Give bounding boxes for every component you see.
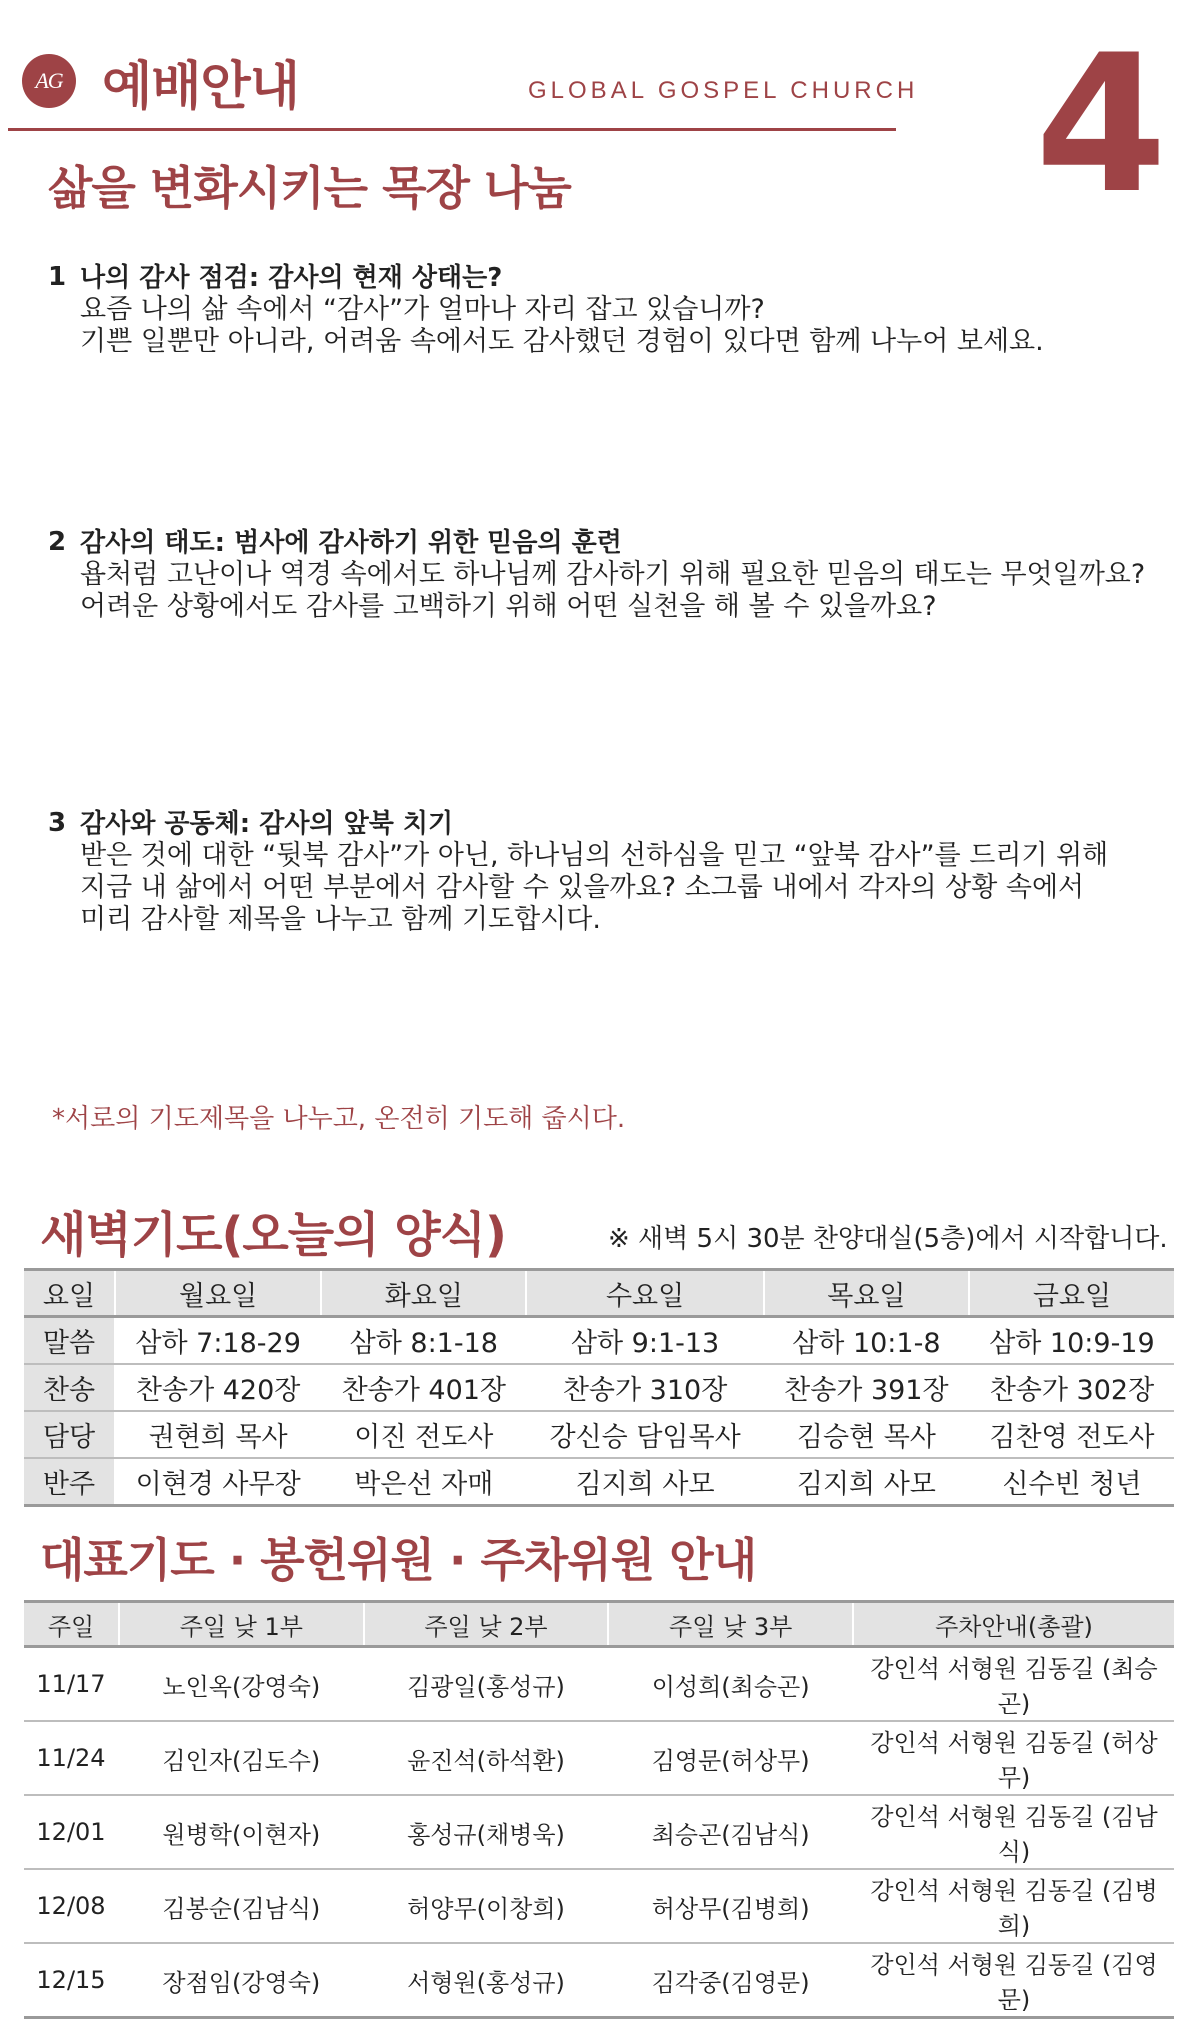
question-title: 나의 감사 점검: 감사의 현재 상태는? bbox=[80, 263, 503, 293]
row-header: 찬송 bbox=[24, 1364, 115, 1411]
table-cell: 김인자(김도수) bbox=[119, 1721, 364, 1795]
question-line: 받은 것에 대한 “뒷북 감사”가 아닌, 하나님의 선하심을 믿고 “앞북 감사”를 드리기 위해 bbox=[80, 840, 1109, 871]
table-cell: 허상무(김병희) bbox=[608, 1869, 853, 1943]
table-header: 주일 낮 2부 bbox=[364, 1602, 609, 1647]
page-number: 4 bbox=[1035, 14, 1168, 235]
table-cell: 이현경 사무장 bbox=[115, 1458, 321, 1506]
table-cell: 김지희 사모 bbox=[526, 1458, 764, 1506]
table-cell: 11/24 bbox=[24, 1721, 119, 1795]
table-cell: 노인옥(강영숙) bbox=[119, 1647, 364, 1722]
table-cell: 12/08 bbox=[24, 1869, 119, 1943]
table-header: 월요일 bbox=[115, 1270, 321, 1317]
question-line: 미리 감사할 제목을 나누고 함께 기도합시다. bbox=[80, 904, 601, 935]
row-header: 반주 bbox=[24, 1458, 115, 1506]
question-line: 욥처럼 고난이나 역경 속에서도 하나님께 감사하기 위해 필요한 믿음의 태도는 무엇일까요? bbox=[80, 559, 1146, 590]
row-header: 말씀 bbox=[24, 1317, 115, 1365]
table-cell: 삼하 10:9-19 bbox=[969, 1317, 1174, 1365]
table-cell: 김봉순(김남식) bbox=[119, 1869, 364, 1943]
table-cell: 홍성규(채병욱) bbox=[364, 1795, 609, 1869]
table-header: 화요일 bbox=[321, 1270, 526, 1317]
table-cell: 신수빈 청년 bbox=[969, 1458, 1174, 1506]
question-title: 감사의 태도: 범사에 감사하기 위한 믿음의 훈련 bbox=[80, 528, 622, 558]
duty-roster-table bbox=[24, 1600, 1174, 2019]
table-cell: 찬송가 302장 bbox=[969, 1364, 1174, 1411]
table-header: 주일 낮 3부 bbox=[608, 1602, 853, 1647]
table-cell: 박은선 자매 bbox=[321, 1458, 526, 1506]
table-cell: 윤진석(하석환) bbox=[364, 1721, 609, 1795]
table-cell: 김광일(홍성규) bbox=[364, 1647, 609, 1722]
table-cell: 김지희 사모 bbox=[764, 1458, 969, 1506]
table-header-row bbox=[24, 1602, 1174, 1647]
table-cell: 강인석 서형원 김동길 (최승곤) bbox=[853, 1647, 1174, 1722]
question-number: 1 bbox=[48, 262, 67, 292]
question-number: 3 bbox=[48, 808, 67, 838]
church-name: GLOBAL GOSPEL CHURCH bbox=[528, 77, 919, 104]
table-header: 수요일 bbox=[526, 1270, 764, 1317]
table-cell: 강인석 서형원 김동길 (김병희) bbox=[853, 1869, 1174, 1943]
table-header: 주일 낮 1부 bbox=[119, 1602, 364, 1647]
table-cell: 12/01 bbox=[24, 1795, 119, 1869]
table-header-row bbox=[24, 1270, 1174, 1317]
dawn-prayer-title: 새벽기도(오늘의 양식) bbox=[40, 1207, 506, 1263]
table-cell: 김영문(허상무) bbox=[608, 1721, 853, 1795]
table-cell: 강인석 서형원 김동길 (허상무) bbox=[853, 1721, 1174, 1795]
table-cell: 찬송가 391장 bbox=[764, 1364, 969, 1411]
question-1 bbox=[48, 262, 1168, 358]
table-row bbox=[24, 1721, 1174, 1795]
table-row bbox=[24, 1943, 1174, 2018]
table-cell: 강인석 서형원 김동길 (김남식) bbox=[853, 1795, 1174, 1869]
table-cell: 찬송가 420장 bbox=[115, 1364, 321, 1411]
table-header: 요일 bbox=[24, 1270, 115, 1317]
question-line: 지금 내 삶에서 어떤 부분에서 감사할 수 있을까요? 소그룹 내에서 각자의 상황 속에서 bbox=[80, 872, 1085, 903]
table-cell: 삼하 7:18-29 bbox=[115, 1317, 321, 1365]
question-3 bbox=[48, 808, 1168, 936]
table-row bbox=[24, 1458, 1174, 1506]
table-header: 주차안내(총괄) bbox=[853, 1602, 1174, 1647]
table-row bbox=[24, 1647, 1174, 1722]
table-cell: 김찬영 전도사 bbox=[969, 1411, 1174, 1458]
table-header: 주일 bbox=[24, 1602, 119, 1647]
table-cell: 김승현 목사 bbox=[764, 1411, 969, 1458]
table-header: 금요일 bbox=[969, 1270, 1174, 1317]
page-subtitle: 삶을 변화시키는 목장 나눔 bbox=[48, 161, 571, 215]
table-cell: 이진 전도사 bbox=[321, 1411, 526, 1458]
question-line: 요즘 나의 삶 속에서 “감사”가 얼마나 자리 잡고 있습니까? bbox=[80, 294, 765, 325]
table-cell: 허양무(이창희) bbox=[364, 1869, 609, 1943]
table-cell: 강신승 담임목사 bbox=[526, 1411, 764, 1458]
table-cell: 장점임(강영숙) bbox=[119, 1943, 364, 2018]
table-cell: 찬송가 310장 bbox=[526, 1364, 764, 1411]
church-logo: AG bbox=[22, 54, 76, 108]
prayer-note: *서로의 기도제목을 나누고, 온전히 기도해 줍시다. bbox=[52, 1104, 626, 1134]
table-cell: 11/17 bbox=[24, 1647, 119, 1722]
table-cell: 찬송가 401장 bbox=[321, 1364, 526, 1411]
dawn-prayer-table bbox=[24, 1268, 1174, 1507]
table-cell: 삼하 8:1-18 bbox=[321, 1317, 526, 1365]
table-cell: 삼하 9:1-13 bbox=[526, 1317, 764, 1365]
question-title: 감사와 공동체: 감사의 앞북 치기 bbox=[80, 809, 454, 839]
header-divider bbox=[8, 128, 896, 131]
duty-roster-title: 대표기도 · 봉헌위원 · 주차위원 안내 bbox=[40, 1533, 757, 1587]
table-cell: 김각중(김영문) bbox=[608, 1943, 853, 2018]
row-header: 담당 bbox=[24, 1411, 115, 1458]
table-row bbox=[24, 1795, 1174, 1869]
table-cell: 원병학(이현자) bbox=[119, 1795, 364, 1869]
table-cell: 강인석 서형원 김동길 (김영문) bbox=[853, 1943, 1174, 2018]
section-title: 예배안내 bbox=[102, 57, 299, 117]
table-cell: 이성희(최승곤) bbox=[608, 1647, 853, 1722]
table-cell: 12/15 bbox=[24, 1943, 119, 2018]
table-cell: 삼하 10:1-8 bbox=[764, 1317, 969, 1365]
table-row bbox=[24, 1364, 1174, 1411]
table-row bbox=[24, 1411, 1174, 1458]
dawn-prayer-note: ※ 새벽 5시 30분 찬양대실(5층)에서 시작합니다. bbox=[608, 1224, 1168, 1254]
question-number: 2 bbox=[48, 527, 67, 557]
question-2 bbox=[48, 527, 1168, 623]
table-row bbox=[24, 1869, 1174, 1943]
question-line: 어려운 상황에서도 감사를 고백하기 위해 어떤 실천을 해 볼 수 있을까요? bbox=[80, 591, 937, 622]
table-cell: 권현희 목사 bbox=[115, 1411, 321, 1458]
table-cell: 서형원(홍성규) bbox=[364, 1943, 609, 2018]
table-cell: 최승곤(김남식) bbox=[608, 1795, 853, 1869]
table-row bbox=[24, 1317, 1174, 1365]
question-line: 기쁜 일뿐만 아니라, 어려움 속에서도 감사했던 경험이 있다면 함께 나누어 보세요. bbox=[80, 326, 1044, 357]
table-header: 목요일 bbox=[764, 1270, 969, 1317]
